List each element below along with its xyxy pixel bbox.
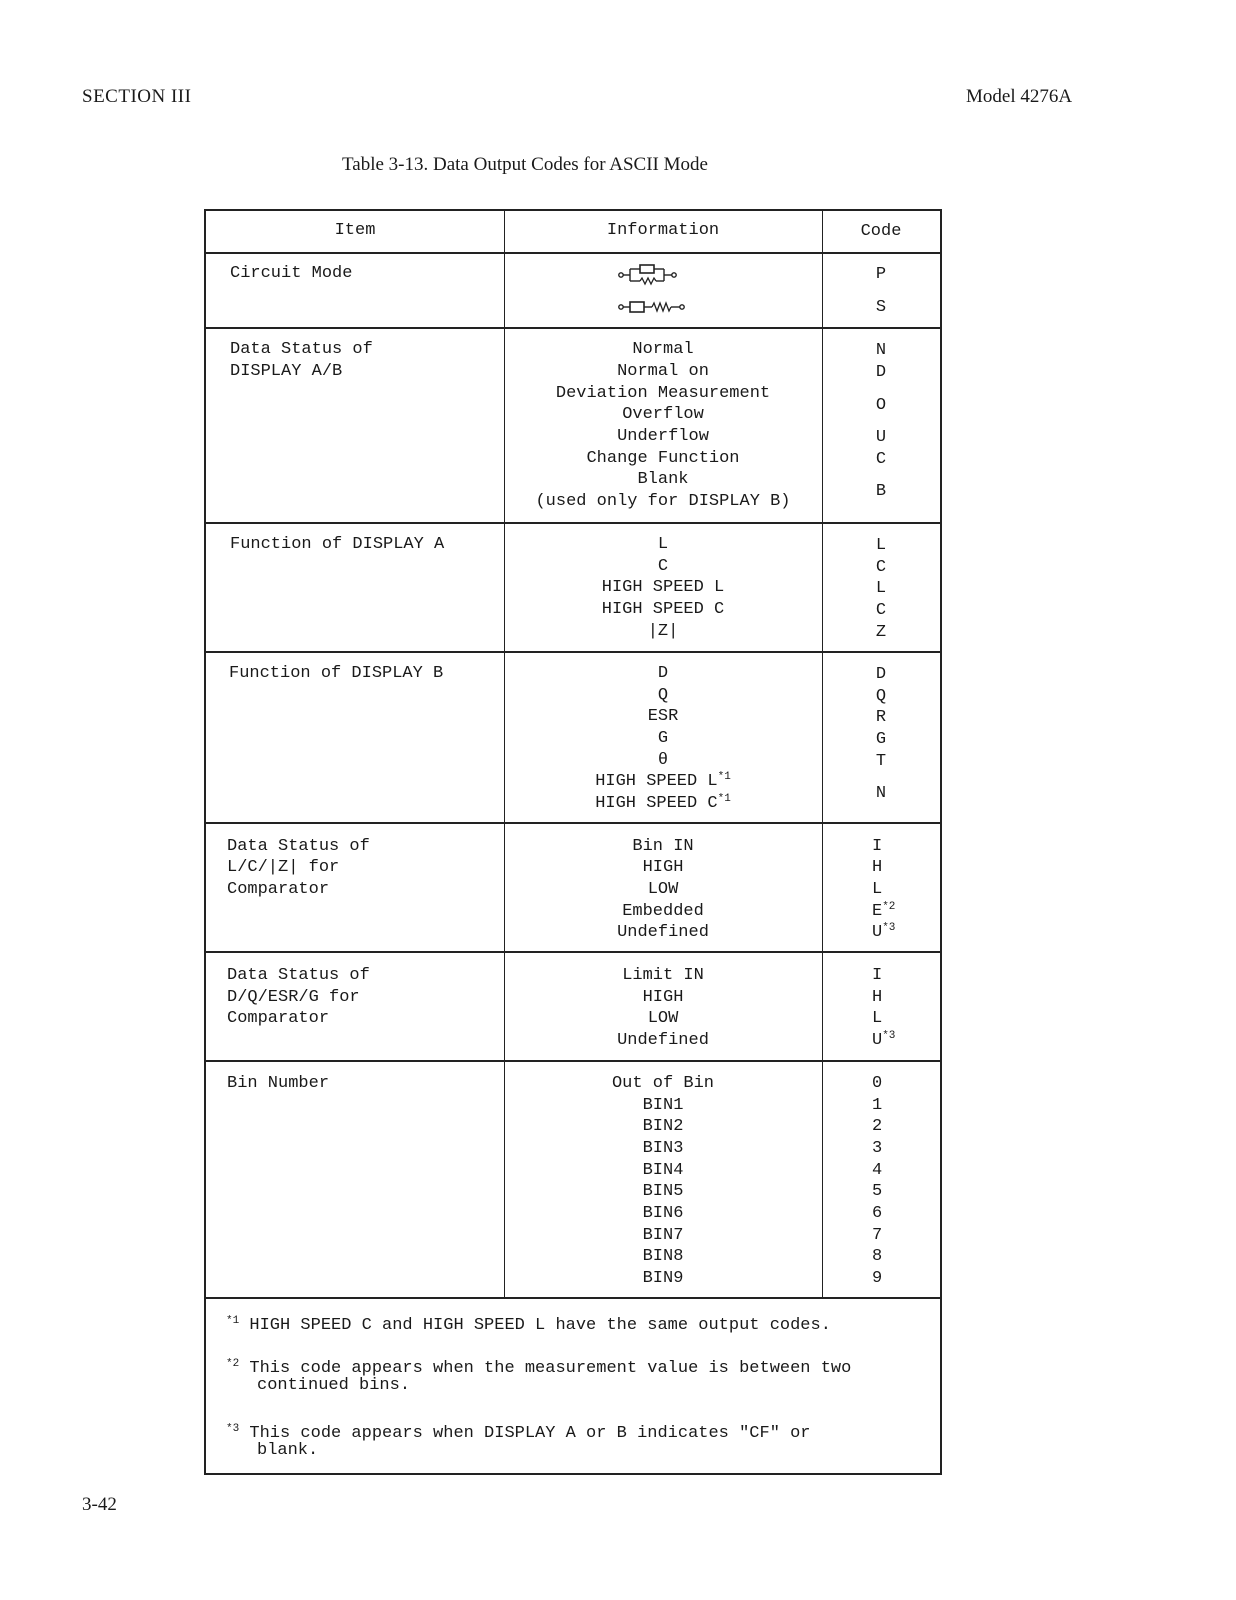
info-cell: BIN2 — [642, 1117, 684, 1136]
footnote-text: blank. — [257, 1441, 319, 1460]
code-cell: 3 — [872, 1139, 883, 1158]
code-cell: U — [875, 428, 887, 447]
info-cell: HIGH SPEED C — [601, 600, 725, 619]
info-cell: θ — [657, 751, 669, 770]
code-text: E — [872, 902, 883, 921]
code-cell: H — [872, 858, 883, 877]
info-cell: Blank — [637, 470, 689, 489]
series-circuit-icon — [618, 299, 688, 315]
column-header-code: Code — [860, 222, 902, 241]
info-cell: Bin IN — [632, 837, 694, 856]
info-text: HIGH SPEED L — [595, 772, 718, 791]
code-cell: C — [875, 558, 887, 577]
info-cell: |Z| — [647, 622, 679, 641]
code-cell: R — [875, 708, 887, 727]
info-cell: ESR — [647, 707, 679, 726]
item-cell: Function of DISPLAY B — [229, 664, 444, 683]
item-cell: Data Status of — [230, 340, 373, 359]
code-cell: L — [872, 880, 883, 899]
code-cell: 2 — [872, 1117, 883, 1136]
info-cell: C — [657, 557, 669, 576]
footnote-mark: *3 — [226, 1423, 240, 1435]
item-cell: Bin Number — [227, 1074, 330, 1093]
code-cell: P — [875, 265, 887, 284]
info-cell: HIGH SPEED L — [601, 578, 725, 597]
info-cell: Out of Bin — [611, 1074, 715, 1093]
info-cell: Undefined — [617, 923, 709, 942]
info-cell: (used only for DISPLAY B) — [535, 492, 791, 511]
code-cell: B — [875, 482, 887, 501]
info-cell: Change Function — [586, 449, 740, 468]
info-cell: BIN8 — [642, 1247, 684, 1266]
footnote-mark: *3 — [882, 922, 896, 934]
info-cell — [504, 771, 822, 793]
info-cell: BIN1 — [642, 1096, 684, 1115]
code-cell: 8 — [872, 1247, 883, 1266]
info-cell: Deviation Measurement — [555, 384, 771, 403]
info-cell: HIGH — [642, 858, 684, 877]
code-cell: C — [875, 450, 887, 469]
code-cell — [872, 922, 895, 944]
page-number: 3-42 — [82, 1494, 117, 1515]
footnote-mark: *1 — [717, 793, 731, 805]
code-cell: D — [875, 363, 887, 382]
code-cell: 7 — [872, 1226, 883, 1245]
code-cell: G — [875, 730, 887, 749]
column-header-item: Item — [334, 221, 376, 240]
footnote-text: This code appears when DISPLAY A or B indicates "CF" or — [249, 1424, 811, 1443]
code-cell: L — [875, 579, 887, 598]
footnote-mark: *3 — [882, 1030, 896, 1042]
row-divider — [206, 951, 940, 953]
row-divider — [206, 522, 940, 524]
item-circuit-mode: Circuit Mode — [230, 264, 353, 283]
code-cell: O — [875, 396, 887, 415]
row-divider — [206, 651, 940, 653]
item-cell: Function of DISPLAY A — [230, 535, 445, 554]
code-cell: L — [872, 1009, 883, 1028]
info-cell: BIN6 — [642, 1204, 684, 1223]
row-divider — [206, 252, 940, 254]
row-divider — [206, 1060, 940, 1062]
code-cell: N — [875, 341, 887, 360]
info-cell: Limit IN — [622, 966, 704, 985]
code-cell: C — [875, 601, 887, 620]
info-text: HIGH SPEED C — [595, 794, 718, 813]
info-cell: Q — [657, 686, 669, 705]
code-cell: 9 — [872, 1269, 883, 1288]
footnote-mark: *2 — [226, 1358, 240, 1370]
item-cell: Data Status of — [227, 837, 370, 856]
code-cell: D — [875, 665, 887, 684]
info-cell: Embedded — [622, 902, 704, 921]
info-cell: Normal on — [617, 362, 709, 381]
code-cell: S — [875, 298, 887, 317]
parallel-circuit-icon — [618, 263, 682, 287]
code-cell — [872, 901, 895, 923]
code-cell: 1 — [872, 1096, 883, 1115]
info-cell: G — [657, 729, 669, 748]
code-cell: 4 — [872, 1161, 883, 1180]
item-cell: L/C/|Z| for — [227, 858, 340, 877]
footnote-mark: *2 — [882, 901, 896, 913]
row-divider — [206, 327, 940, 329]
code-cell: H — [872, 988, 883, 1007]
table-title: Table 3-13. Data Output Codes for ASCII Mode — [342, 154, 708, 175]
code-cell: I — [872, 966, 883, 985]
section-header: SECTION III — [82, 86, 192, 107]
model-header: Model 4276A — [966, 86, 1073, 107]
footnote-1 — [226, 1311, 831, 1337]
info-cell: Undefined — [617, 1031, 709, 1050]
info-cell: HIGH — [642, 988, 684, 1007]
info-cell: BIN9 — [642, 1269, 684, 1288]
info-cell — [504, 793, 822, 815]
info-cell: BIN3 — [642, 1139, 684, 1158]
column-header-information: Information — [606, 221, 720, 240]
code-cell: N — [875, 784, 887, 803]
item-cell: D/Q/ESR/G for — [227, 988, 360, 1007]
code-cell: 6 — [872, 1204, 883, 1223]
data-output-codes-table — [204, 209, 942, 1475]
code-cell: L — [875, 536, 887, 555]
info-cell: D — [657, 664, 669, 683]
info-cell: LOW — [647, 1009, 679, 1028]
info-cell: LOW — [647, 880, 679, 899]
code-cell: I — [872, 837, 883, 856]
info-cell: Overflow — [622, 405, 704, 424]
info-cell: BIN5 — [642, 1182, 684, 1201]
code-text: U — [872, 923, 883, 942]
item-cell: Data Status of — [227, 966, 370, 985]
item-cell: DISPLAY A/B — [230, 362, 343, 381]
footnote-text: This code appears when the measurement value is between two — [249, 1359, 852, 1378]
footnote-mark: *1 — [226, 1315, 240, 1327]
info-cell: Underflow — [617, 427, 709, 446]
footnote-text: HIGH SPEED C and HIGH SPEED L have the same output codes. — [249, 1316, 831, 1335]
info-cell: BIN7 — [642, 1226, 684, 1245]
code-text: U — [872, 1031, 883, 1050]
row-divider — [206, 1297, 940, 1299]
footnote-text: continued bins. — [257, 1376, 411, 1395]
code-cell: 5 — [872, 1182, 883, 1201]
item-cell: Comparator — [227, 1009, 330, 1028]
row-divider — [206, 822, 940, 824]
item-cell: Comparator — [227, 880, 330, 899]
code-cell: T — [875, 752, 887, 771]
info-cell: L — [657, 535, 669, 554]
code-cell — [872, 1030, 895, 1052]
footnote-mark: *1 — [717, 771, 731, 783]
code-cell: Z — [875, 623, 887, 642]
code-cell: Q — [875, 687, 887, 706]
info-cell: BIN4 — [642, 1161, 684, 1180]
info-cell: Normal — [632, 340, 694, 359]
code-cell: 0 — [872, 1074, 883, 1093]
